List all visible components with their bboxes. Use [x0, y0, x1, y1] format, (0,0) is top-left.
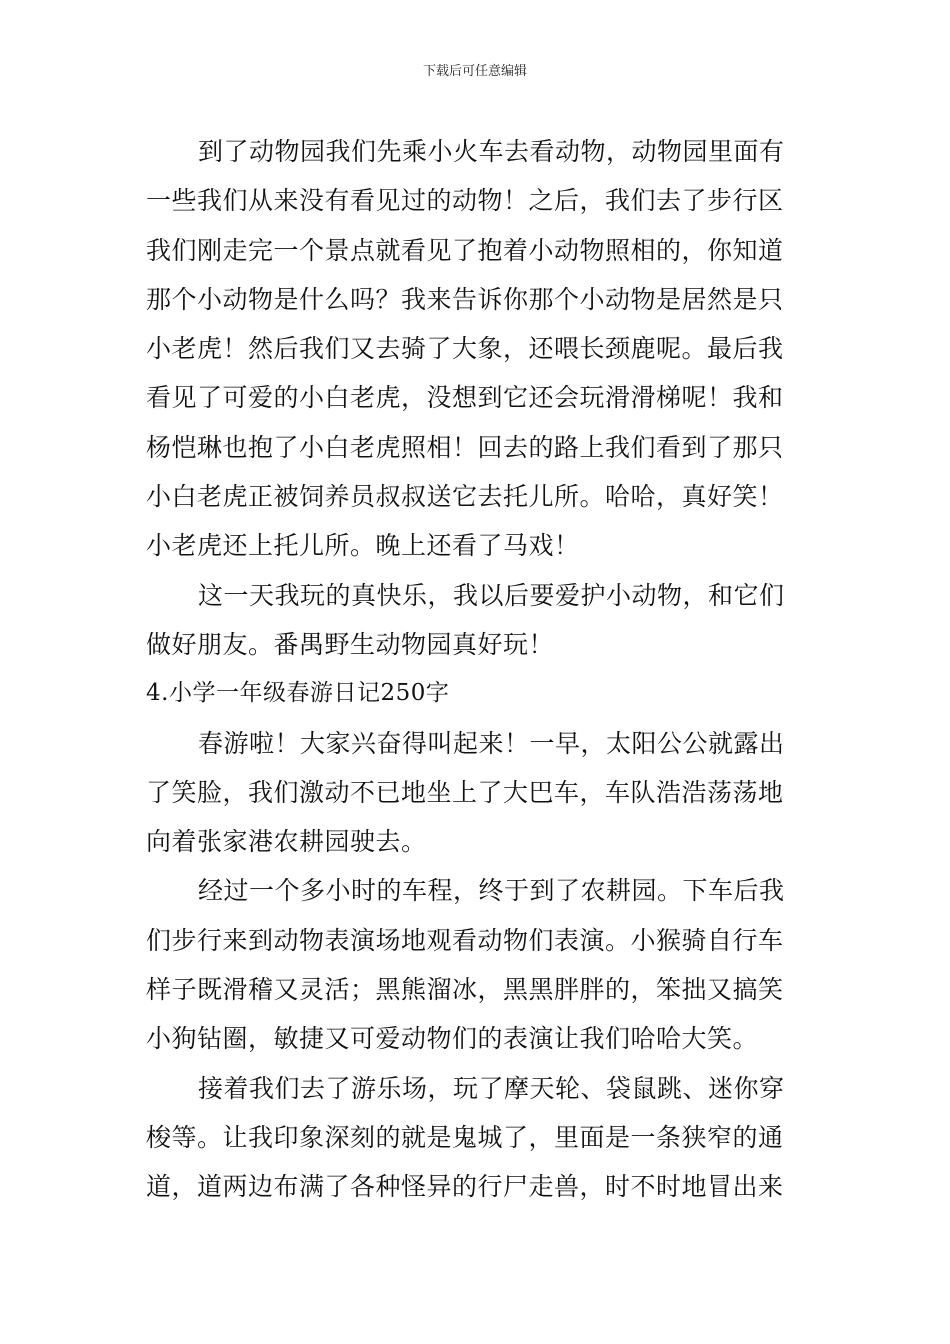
text-line: 道，道两边布满了各种怪异的行尸走兽，时不时地冒出来 [146, 1172, 784, 1202]
text-line: 做好朋友。番禺野生动物园真好玩！ [146, 629, 555, 659]
page-header: 下载后可任意编辑 [422, 64, 527, 79]
text-line: 这一天我玩的真快乐，我以后要爱护小动物，和它们 [198, 580, 785, 610]
text-line: 们步行来到动物表演场地观看动物们表演。小猴骑自行车 [146, 925, 784, 955]
text-line: 接着我们去了游乐场，玩了摩天轮、袋鼠跳、迷你穿 [198, 1073, 785, 1103]
text-line: 小老虎！然后我们又去骑了大象，还喂长颈鹿呢。最后我 [146, 334, 784, 364]
text-line: 样子既滑稽又灵活；黑熊溜冰，黑黑胖胖的，笨拙又搞笑 [146, 975, 784, 1005]
text-line: 梭等。让我印象深刻的就是鬼城了，里面是一条狭窄的通 [146, 1122, 784, 1152]
text-line: 小白老虎正被饲养员叔叔送它去托儿所。哈哈，真好笑！ [146, 482, 784, 512]
text-line: 一些我们从来没有看见过的动物！之后，我们去了步行区 [146, 186, 784, 216]
document-body [146, 127, 810, 1212]
section-heading: 4.小学一年级春游日记250字 [146, 680, 450, 707]
text-line: 到了动物园我们先乘小火车去看动物，动物园里面有 [198, 137, 785, 166]
text-line: 我们刚走完一个景点就看见了抱着小动物照相的，你知道 [146, 235, 784, 265]
text-line: 小老虎还上托儿所。晚上还看了马戏！ [146, 531, 580, 561]
text-line: 小狗钻圈，敏捷又可爱动物们的表演让我们哈哈大笑。 [146, 1024, 759, 1054]
text-line: 向着张家港农耕园驶去。 [146, 827, 427, 857]
text-line: 那个小动物是什么吗？我来告诉你那个小动物是居然是只 [146, 284, 784, 314]
text-line: 经过一个多小时的车程，终于到了农耕园。下车后我 [198, 876, 785, 906]
text-line: 杨恺琳也抱了小白老虎照相！回去的路上我们看到了那只 [146, 432, 784, 462]
text-line: 看见了可爱的小白老虎，没想到它还会玩滑滑梯呢！我和 [146, 383, 784, 413]
text-line: 了笑脸，我们激动不已地坐上了大巴车，车队浩浩荡荡地 [146, 777, 784, 807]
text-line: 春游啦！大家兴奋得叫起来！一早，太阳公公就露出 [198, 728, 785, 758]
